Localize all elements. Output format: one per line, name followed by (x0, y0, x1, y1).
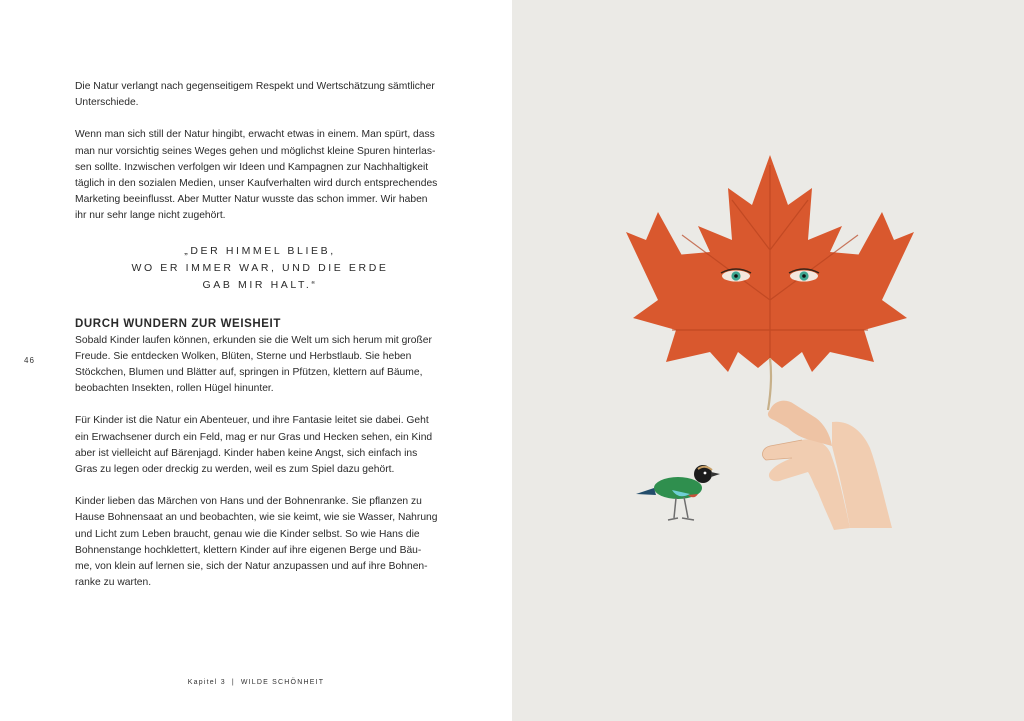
hand-icon (763, 401, 892, 530)
pull-quote: „DER HIMMEL BLIEB, WO ER IMMER WAR, UND DIE ERDE GAB MIR HALT.“ (131, 244, 389, 291)
footer-chapter: Kapitel 3 (187, 679, 226, 686)
footer-separator: | (231, 679, 235, 686)
paragraph-intro-1: Die Natur verlangt nach gegenseitigem Respekt und Wertschätzung sämtlicher Unterschiede. (75, 81, 435, 109)
bird-icon (636, 465, 720, 520)
maple-leaf-icon (626, 155, 914, 372)
paragraph-section-3: Kinder lieben das Märchen von Hans und der Bohnenranke. Sie pflanzen zu Hause Bohnensaat an und beobachten, wie sie keimt, wie sie Wasser, Nahrung und Licht zum Leben braucht, genau wie die Kinder selbst. So wie Hans die Bohnenstange hochklettert, klettern Kinder auf ihre eigenen Berge und Bäu- me, von klein auf lernen sie, sich der Natur anzupassen und auf ihre Bohnen- ranke zu warten. (75, 496, 438, 589)
illustration (512, 0, 1024, 721)
paragraph-intro-2: Wenn man sich still der Natur hingibt, erwacht etwas in einem. Man spürt, dass man nur vorsichtig seines Weges gehen und möglichst kleine Spuren hinterlas- sen sollte. Inzwischen verfolgen wir Ideen und Kampagnen zur Nachhaltigkeit täglich in den sozialen Medien, unser Kaufverhalten wird durch entsprechendes Marketing beeinflusst. Aber Mutter Natur wusste das schon immer. Wir haben ihr nur sehr lange nicht zugehört. (75, 129, 438, 222)
body-column (75, 79, 445, 607)
paragraph-section-2: Für Kinder ist die Natur ein Abenteuer, und ihre Fantasie leitet sie dabei. Geht ein Erwachsener durch ein Feld, mag er nur Gras und Hecken sehen, ein Kind aber ist vielleicht auf Bärenjagd. Kinder haben keine Angst, sich einfach ins Gras zu legen oder dreckig zu werden, weil es zum Spiel dazu gehört. (75, 415, 433, 476)
section-heading: DURCH WUNDERN ZUR WEISHEIT (75, 317, 281, 330)
paragraph-section-1: Sobald Kinder laufen können, erkunden sie die Welt um sich herum mit großer Freude. Sie entdecken Wolken, Blüten, Sterne und Herbstlaub. Sie heben Stöckchen, Blumen und Blätter auf, springen in Pfützen, klettern auf Bäume, beobachten Insekten, rollen Hügel hinunter. (75, 334, 432, 395)
page-number: 46 (24, 356, 35, 365)
footer-title: WILDE SCHÖNHEIT (240, 679, 325, 686)
right-page (512, 0, 1024, 721)
leaf-stem (768, 358, 771, 410)
running-footer (0, 679, 512, 686)
